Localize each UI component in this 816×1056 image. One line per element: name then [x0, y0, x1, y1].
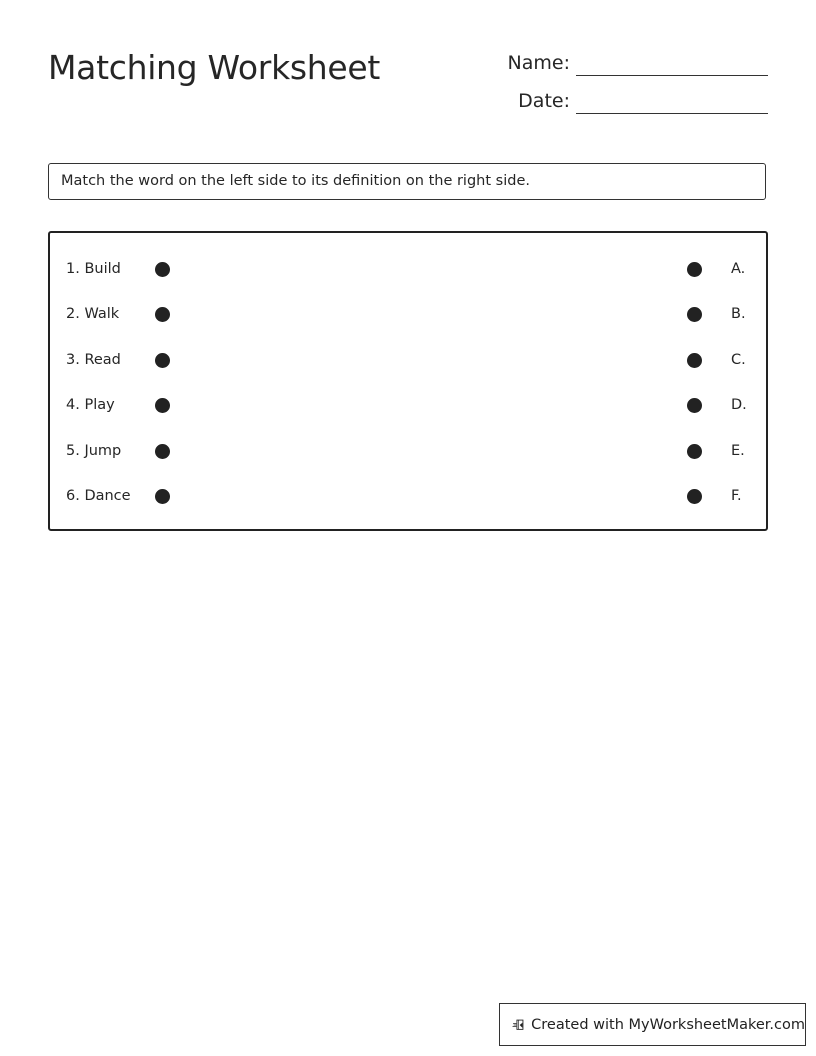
- match-row: [50, 485, 766, 507]
- left-dot-icon[interactable]: [155, 398, 170, 413]
- match-word: 1. Build: [66, 261, 121, 277]
- match-letter: B.: [731, 306, 746, 322]
- right-dot-icon[interactable]: [687, 444, 702, 459]
- match-word: 2. Walk: [66, 306, 120, 322]
- match-word: 5. Jump: [66, 443, 122, 459]
- match-letter: D.: [731, 397, 747, 413]
- match-word: 3. Read: [66, 352, 121, 368]
- right-dot-icon[interactable]: [687, 489, 702, 504]
- name-label: Name:: [507, 52, 570, 74]
- match-letter: A.: [731, 261, 746, 277]
- match-word: 4. Play: [66, 397, 115, 413]
- left-dot-icon[interactable]: [155, 489, 170, 504]
- match-row: [50, 394, 766, 416]
- page-title: Matching Worksheet: [48, 48, 381, 87]
- right-dot-icon[interactable]: [687, 262, 702, 277]
- match-row: [50, 303, 766, 325]
- left-dot-icon[interactable]: [155, 353, 170, 368]
- name-line[interactable]: [576, 75, 768, 76]
- match-row: [50, 440, 766, 462]
- worksheet-maker-logo-icon: [512, 1013, 525, 1037]
- date-label: Date:: [518, 90, 570, 112]
- right-dot-icon[interactable]: [687, 353, 702, 368]
- credit-badge[interactable]: [499, 1003, 806, 1046]
- credit-text: Created with MyWorksheetMaker.com: [531, 1016, 805, 1033]
- instructions-box: Match the word on the left side to its definition on the right side.: [48, 163, 766, 200]
- left-dot-icon[interactable]: [155, 262, 170, 277]
- match-word: 6. Dance: [66, 488, 131, 504]
- date-line[interactable]: [576, 113, 768, 114]
- right-dot-icon[interactable]: [687, 398, 702, 413]
- match-row: [50, 258, 766, 280]
- matching-box: [48, 231, 768, 531]
- match-row: [50, 349, 766, 371]
- match-letter: F.: [731, 488, 742, 504]
- left-dot-icon[interactable]: [155, 444, 170, 459]
- left-dot-icon[interactable]: [155, 307, 170, 322]
- match-letter: E.: [731, 443, 745, 459]
- right-dot-icon[interactable]: [687, 307, 702, 322]
- match-letter: C.: [731, 352, 746, 368]
